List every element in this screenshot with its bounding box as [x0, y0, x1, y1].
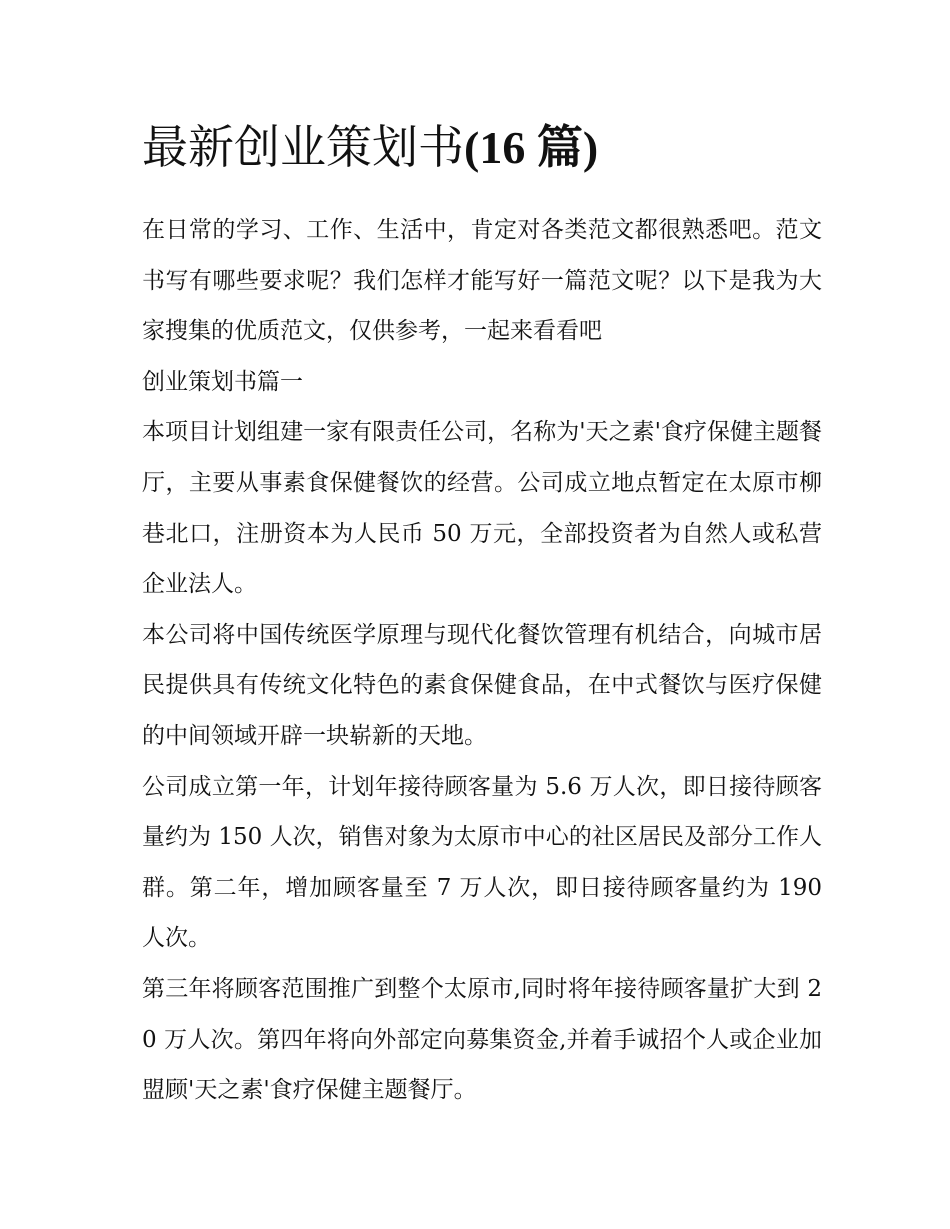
body-paragraph-4: 第三年将顾客范围推广到整个太原市,同时将年接待顾客量扩大到 20 万人次。第四年将向外部定向募集资金,并着手诚招个人或企业加盟顾'天之素'食疗保健主题餐厅。 [142, 975, 822, 1104]
document-title [142, 112, 822, 183]
intro-paragraph: 在日常的学习、工作、生活中，肯定对各类范文都很熟悉吧。范文书写有哪些要求呢？我们怎样才能写好一篇范文呢？以下是我为大家搜集的优质范文，仅供参考，一起来看看吧 [142, 217, 822, 345]
title-main: 最新创业策划书 [142, 120, 464, 174]
title-suffix: (16 篇) [464, 122, 599, 173]
section-heading: 创业策划书篇一 [142, 368, 303, 395]
body-paragraph-3: 公司成立第一年，计划年接待顾客量为 5.6 万人次，即日接待顾客量约为 150 人次，销售对象为太原市中心的社区居民及部分工作人群。第二年，增加顾客量至 7 万人次，即日接待顾客量约为 190 人次。 [142, 773, 822, 952]
document-body [142, 205, 822, 1116]
body-paragraph-1: 本项目计划组建一家有限责任公司，名称为'天之素'食疗保健主题餐厅，主要从事素食保健餐饮的经营。公司成立地点暂定在太原市柳巷北口，注册资本为人民币 50 万元，全部投资者为自然人或私营企业法人。 [142, 419, 822, 598]
document-page [142, 112, 822, 1116]
body-paragraph-2: 本公司将中国传统医学原理与现代化餐饮管理有机结合，向城市居民提供具有传统文化特色的素食保健食品，在中式餐饮与医疗保健的中间领域开辟一块崭新的天地。 [142, 621, 822, 749]
